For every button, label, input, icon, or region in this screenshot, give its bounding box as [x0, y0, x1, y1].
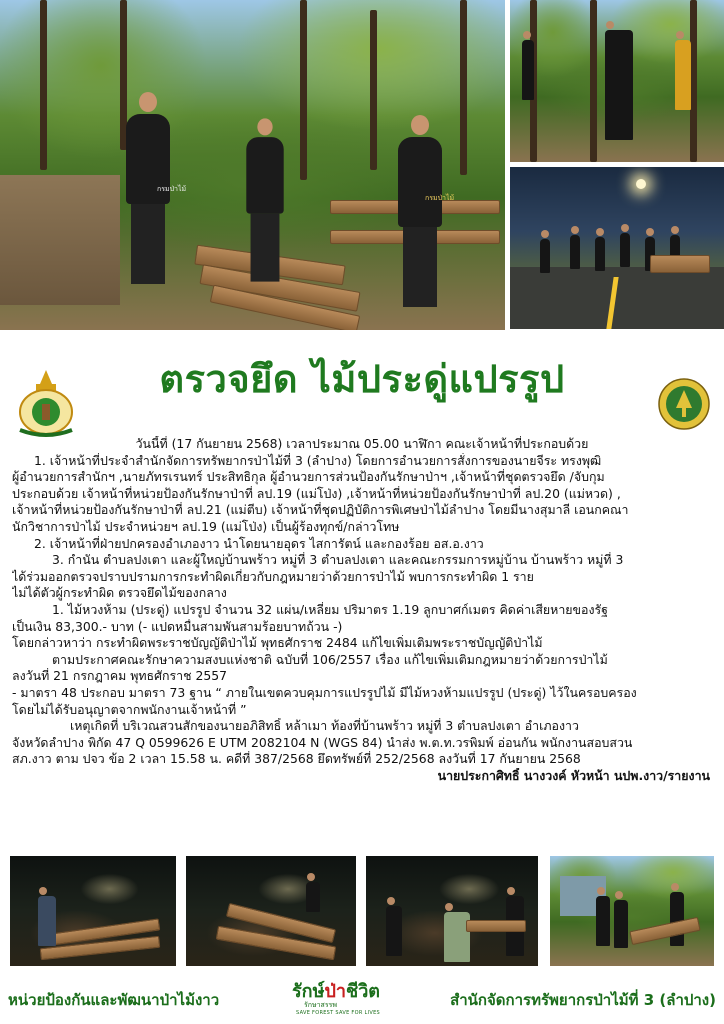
report-line: ผู้อำนวยการสำนักฯ ,นายภัทรเรนทร์ ประสิทธิกุล ผู้อำนวยการส่วนป้องกันรักษาป่าฯ ,เจ้าหน้าที่ชุดตรวจยึด /จับกุม [12, 469, 605, 485]
officer-figure [390, 115, 450, 307]
report-line: เจ้าหน้าที่หน่วยป้องกันรักษาป่าที่ ลป.21 (แม่ตีบ) เจ้าหน้าที่ชุดปฏิบัติการพิเศษป่าไม้ลำปาง โดยมีนางสุมาลี เอนกคณา [12, 502, 629, 518]
report-line: ประกอบด้วย เจ้าหน้าที่หน่วยป้องกันรักษาป่าที่ ลป.19 (แม่โป่ง) ,เจ้าหน้าที่หน่วยป้องกันรักษาป่าที่ ลป.20 (แม่หวด) , [12, 485, 621, 501]
report-line: ได้ร่วมออกตรวจปราบปรามการกระทำผิดเกี่ยวกับกฎหมายว่าด้วยการป่าไม้ พบการกระทำผิด 1 ราย [12, 568, 534, 584]
report-date-line: วันนี้ที่ (17 กันยายน 2568) เวลาประมาณ 05.00 นาฬิกา คณะเจ้าหน้าที่ประกอบด้วย [135, 436, 589, 451]
report-line: จังหวัดลำปาง พิกัด 47 Q 0599626 E UTM 2082104 N (WGS 84) นำส่ง พ.ต.ท.วรพิมพ์ อ่อนกัน พนักงานสอบสวน [12, 734, 633, 750]
report-line: 3. กำนัน ตำบลปงเตา และผู้ใหญ่บ้านพร้าว หมู่ที่ 3 ตำบลปงเตา และคณะกรรมการหมู่บ้าน บ้านพร้าว หมู่ที่ 3 [52, 552, 624, 568]
officer-figure [244, 118, 287, 281]
report-line: เหตุเกิดที่ บริเวณสวนสักของนายอภิสิทธิ์ หล้าเมา ท้องที่บ้านพร้าว หมู่ที่ 3 ตำบลปงเตา อำเภองาว [70, 718, 579, 734]
reporter-signature: นายประกาศิทธิ์ นางวงค์ หัวหน้า นปพ.งาว/รายงาน [437, 767, 710, 783]
photo-forest-patrol [510, 0, 724, 162]
footer-unit-name: หน่วยป้องกันและพัฒนาป่าไม้งาว [8, 991, 220, 1009]
photo-night-timber-2 [186, 856, 356, 966]
report-line: ไม่ได้ตัวผู้กระทำผิด ตรวจยึดไม้ของกลาง [12, 585, 227, 601]
main-photo-officers-with-timber [0, 0, 505, 330]
logo-word-1: รักษ์ [292, 981, 325, 1002]
logo-tagline: รักษาสรรพ [304, 1001, 337, 1009]
logo-english: SAVE FOREST SAVE FOR LIVES [296, 1010, 381, 1016]
photo-night-officers [366, 856, 538, 966]
royal-forest-department-emblem-icon [14, 368, 78, 440]
report-line: ลงวันที่ 21 กรกฎาคม พุทธศักราช 2557 [12, 668, 227, 684]
forest-office-seal-icon [658, 378, 710, 430]
report-line: เป็นเงิน 83,300.- บาท (- แปดหมื่นสามพันสามร้อยบาทถ้วน -) [12, 618, 343, 634]
logo-word-2: ป่า [324, 981, 346, 1002]
report-line: โดยไม่ได้รับอนุญาตจากพนักงานเจ้าหน้าที่ ” [12, 701, 247, 717]
report-line: - มาตรา 48 ประกอบ มาตรา 73 ฐาน “ ภายในเขตควบคุมการแปรรูปไม้ มีไม้หวงห้ามแปรรูป (ประดู่) ไว้ในครอบครอง [12, 684, 637, 700]
photo-night-timber-1 [10, 856, 176, 966]
report-body [12, 436, 712, 784]
page-title: ตรวจยึด ไม้ประดู่แปรรูป [159, 357, 565, 401]
logo-word-3: ชีวิต [345, 981, 380, 1002]
report-line: สภ.งาว ตาม ปจว ข้อ 2 เวลา 15.58 น. คดีที่ 387/2568 ยึดทรัพย์ที่ 252/2568 ลงวันที่ 17 กันยายน 2568 [12, 751, 581, 767]
report-line: 2. เจ้าหน้าที่ฝ่ายปกครองอำเภองาว นำโดยนายอุดร ไสการัตน์ และกองร้อย อส.อ.งาว [34, 535, 484, 551]
photo-road-checkpoint [510, 167, 724, 329]
report-line: 1. ไม้หวงห้าม (ประดู่) แปรรูป จำนวน 32 แผ่น/เหลี่ยม ปริมาตร 1.19 ลูกบาศก์เมตร คิดค่าเสียหายของรัฐ [52, 601, 608, 617]
report-line: ตามประกาศคณะรักษาความสงบแห่งชาติ ฉบับที่ 106/2557 เรื่อง แก้ไขเพิ่มเติมกฎหมายว่าด้วยการป่าไม้ [52, 651, 608, 667]
shirt-label: กรมป่าไม้ [425, 194, 455, 202]
footer-office-name: สำนักจัดการทรัพยากรป่าไม้ที่ 3 (ลำปาง) [450, 991, 716, 1009]
save-forest-logo [290, 974, 396, 1020]
photo-timber-daytime [550, 856, 714, 966]
report-line: นักวิชาการป่าไม้ ประจำหน่วยฯ ลป.19 (แม่โป่ง) เป็นผู้ร้องทุกข์/กล่าวโทษ [12, 518, 400, 534]
report-line: 1. เจ้าหน้าที่ประจำสำนักจัดการทรัพยากรป่าไม้ที่ 3 (ลำปาง) โดยการอำนวยการสั่งการของนายจีระ ทรงพุฒิ [34, 452, 602, 468]
shirt-label: กรมป่าไม้ [157, 185, 187, 193]
report-line: โดยกล่าวหาว่า กระทำผิดพระราชบัญญัติป่าไม้ พุทธศักราช 2484 แก้ไขเพิ่มเติมพระราชบัญญัติป่าไม้ [12, 635, 543, 651]
